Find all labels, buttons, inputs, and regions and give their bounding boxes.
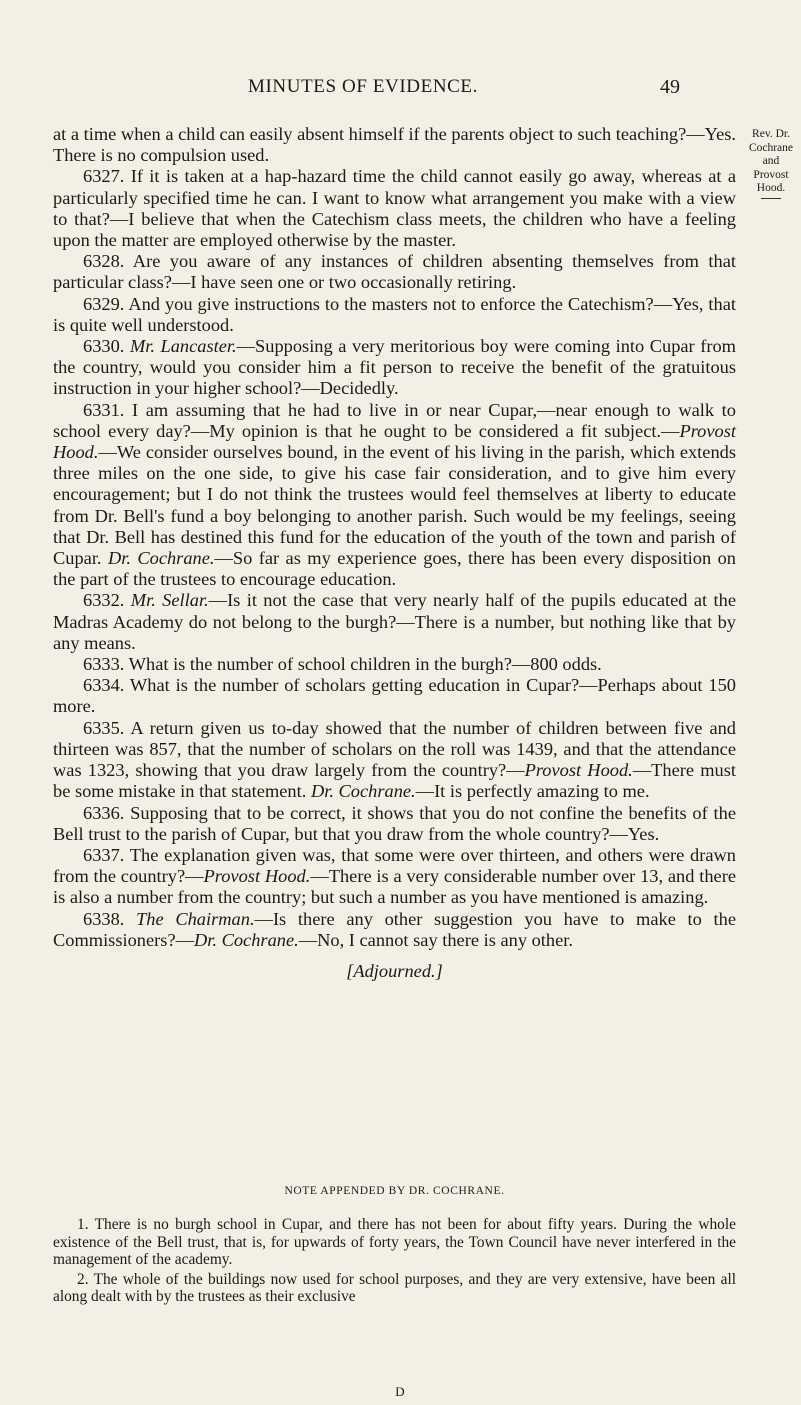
evidence-body: [53, 124, 736, 982]
note-item: 1. There is no burgh school in Cupar, and there has not been for about fifty years. During the whole existence of the Bell trust, that is, for upwards of forty years, the Town Council have never interfered in the management of the academy.: [53, 1216, 736, 1269]
paragraph-text: —It is perfectly amazing to me.: [415, 781, 650, 802]
adjourned-note: [Adjourned.]: [346, 960, 443, 981]
speaker-name: The Chairman.: [136, 908, 255, 929]
paragraph: [53, 590, 736, 654]
running-head: [0, 76, 801, 106]
speaker-name: Provost Hood.: [524, 760, 633, 781]
speaker-name: Mr. Lancaster.: [129, 336, 237, 357]
speaker-name: Provost Hood.: [203, 866, 311, 887]
paragraph: 6329. And you give instructions to the masters not to enforce the Catechism?—Yes, that is quite well understood.: [53, 293, 736, 335]
note-heading: NOTE APPENDED BY DR. COCHRANE.: [284, 1185, 505, 1197]
paragraph: [53, 909, 736, 951]
question-number: 6338.: [83, 908, 125, 929]
margin-note-rule: [761, 198, 781, 199]
paragraph-text: —There must be some mistake in that statement.: [53, 760, 737, 802]
paragraph-text: —No, I cannot say there is any other.: [298, 929, 573, 950]
speaker-name: Dr. Cochrane.: [107, 548, 215, 569]
paragraph-text: —Supposing a very meritorious boy were coming into Cupar from the country, would you consider him a fit person to receive the benefit of the gratuitous instruction in your higher school?—Decidedly.: [53, 336, 736, 399]
speaker-name: Dr. Cochrane.: [310, 781, 416, 802]
speaker-name: Provost Hood.: [53, 420, 736, 463]
signature-mark: D: [395, 1384, 405, 1399]
paragraph-text: 6331. I am assuming that he had to live in or near Cupar,—near enough to walk to school every day?—My opinion is that he ought to be considered a fit subject.—: [53, 399, 736, 441]
paragraph: [53, 336, 736, 400]
paragraph-text: 6335. A return given us to-day showed that the number of children between five and thirteen was 857, that the number of scholars on the roll was 1439, and that the attendance was 1323, showing that you draw largely from the country?—: [53, 717, 736, 781]
running-title: MINUTES OF EVIDENCE.: [248, 76, 478, 97]
margin-note: [741, 128, 801, 199]
paragraph-text: —Is there any other suggestion you have to make to the Commissioners?—: [53, 908, 736, 950]
paragraph: [53, 718, 736, 803]
paragraph: 6327. If it is taken at a hap-hazard time the child cannot easily go away, whereas at a particularly specified time he can. I want to know what arrangement you make with a view to that?—I believe that when the Catechism class meets, the children who have a feeling upon the matter are employed otherwise by the master.: [53, 166, 736, 251]
paragraph: [53, 400, 736, 591]
note-item: 2. The whole of the buildings now used for school purposes, and they are very extensive, have been all along dealt with by the trustees as their exclusive: [53, 1270, 736, 1306]
margin-note-line: Cochrane: [748, 141, 794, 154]
question-number: 6330.: [83, 336, 125, 357]
question-number: 6332.: [83, 590, 125, 611]
paragraph-text: 6337. The explanation given was, that some were over thirteen, and others were drawn from the country?—: [53, 844, 736, 887]
paragraph: 6334. What is the number of scholars getting education in Cupar?—Perhaps about 150 more.: [53, 675, 736, 717]
paragraph-text: —There is a very considerable number over 13, and there is also a number from the country; but such a number as you have mentioned is amazing.: [53, 866, 736, 908]
paragraph-text: —So far as my experience goes, there has been every disposition on the part of the trustees to encourage education.: [53, 548, 736, 590]
paragraph: 6336. Supposing that to be correct, it shows that you do not confine the benefits of the Bell trust to the parish of Cupar, but that you draw from the whole country?—Yes.: [53, 802, 736, 844]
paragraph: at a time when a child can easily absent himself if the parents object to such teaching?—Yes. There is no compulsion used.: [53, 124, 736, 166]
speaker-name: Dr. Cochrane.: [194, 929, 299, 950]
paragraph-text: —Is it not the case that very nearly half of the pupils educated at the Madras Academy do not belong to the burgh?—There is a number, but nothing like that by any means.: [53, 590, 736, 653]
margin-note-line: and: [762, 155, 780, 168]
appended-notes: [53, 1216, 736, 1308]
margin-note-line: Provost: [753, 168, 789, 181]
page-number: 49: [660, 76, 680, 98]
paragraph: [53, 845, 736, 909]
paragraph: 6328. Are you aware of any instances of children absenting themselves from that particular class?—I have seen one or two occasionally retiring.: [53, 251, 736, 293]
paragraph: 6333. What is the number of school children in the burgh?—800 odds.: [83, 654, 602, 675]
margin-note-line: Rev. Dr.: [752, 128, 790, 140]
speaker-name: Mr. Sellar.: [130, 590, 209, 611]
paragraph-text: —We consider ourselves bound, in the event of his living in the parish, which extends three miles on the one side, to give his case fair consideration, and to give him every encouragement; but I do not think the trustees would feel themselves at liberty to educate from Dr. Bell's fund a boy belonging to another parish. Such would be my feelings, seeing that Dr. Bell has destined this fund for the education of the youth of the town and parish of Cupar.: [53, 442, 736, 569]
margin-note-line: Hood.: [756, 182, 786, 195]
